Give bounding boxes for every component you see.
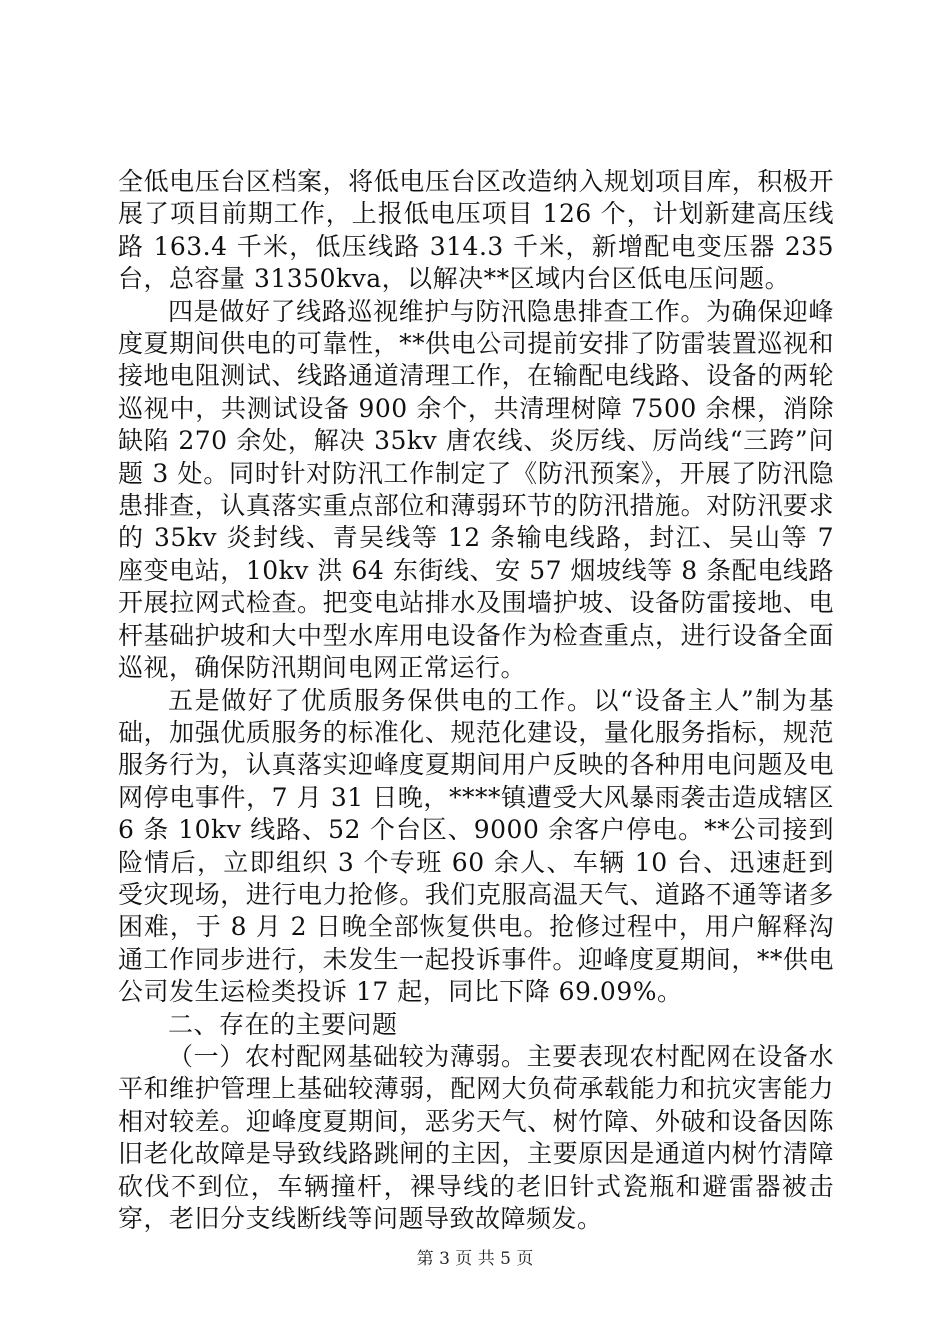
paragraph-quality-service: 五是做好了优质服务保供电的工作。以“设备主人”制为基础，加强优质服务的标准化、规范化建设，量化服务指标，规范服务行为，认真落实迎峰度夏期间用户反映的各种用电问题及电网停电事件，7 月 31 日晚，****镇遭受大风暴雨袭击造成辖区 6 条 10kv 线路、52 个台区、9000 余客户停电。**公司接到险情后，立即组织 3 个专班 60 余人、车辆 10 台、迅速赶到受灾现场，进行电力抢修。我们克服高温天气、道路不通等诸多困难，于 8 月 2 日晚全部恢复供电。抢修过程中，用户解释沟通工作同步进行，未发生一起投诉事件。迎峰度夏期间，**供电公司发生运检类投诉 17 起，同比下降 69.09%。 bbox=[118, 685, 834, 1007]
paragraph-rural-grid: （一）农村配网基础较为薄弱。主要表现农村配网在设备水平和维护管理上基础较薄弱，配网大负荷承载能力和抗灾害能力相对较差。迎峰度夏期间，恶劣天气、树竹障、外破和设备因陈旧老化故障是导致线路跳闸的主因，主要原因是通道内树竹清障砍伐不到位，车辆撞杆，裸导线的老旧针式瓷瓶和避雷器被击穿，老旧分支线断线等问题导致故障频发。 bbox=[118, 1041, 834, 1233]
page-footer bbox=[0, 1244, 950, 1269]
section-heading: 二、存在的主要问题 bbox=[168, 1009, 398, 1039]
paragraph-continuation: 全低电压台区档案，将低电压台区改造纳入规划项目库，积极开展了项目前期工作，上报低电压项目 126 个，计划新建高压线路 163.4 千米，低压线路 314.3 千米，新增配电变压器 235台，总容量 31350kva，以解决**区域内台区低电压问题。 bbox=[118, 167, 834, 294]
document-body bbox=[118, 166, 834, 1235]
page-number-label: 第 3 页 共 5 页 bbox=[416, 1249, 534, 1269]
paragraph-line-inspection: 四是做好了线路巡视维护与防汛隐患排查工作。为确保迎峰度夏期间供电的可靠性，**供电公司提前安排了防雷装置巡视和接地电阻测试、线路通道清理工作，在输配电线路、设备的两轮巡视中，共测试设备 900 余个，共清理树障 7500 余棵，消除缺陷 270 余处，解决 35kv 唐农线、炎厉线、厉尚线“三跨”问题 3 处。同时针对防汛工作制定了《防汛预案》，开展了防汛隐患排查，认真落实重点部位和薄弱环节的防汛措施。对防汛要求的 35kv 炎封线、青吴线等 12 条输电线路，封江、吴山等 7 座变电站，10kv 洪 64 东街线、安 57 烟坡线等 8 条配电线路开展拉网式检查。把变电站排水及围墙护坡、设备防雷接地、电杆基础护坡和大中型水库用电设备作为检查重点，进行设备全面巡视，确保防汛期间电网正常运行。 bbox=[118, 296, 834, 683]
